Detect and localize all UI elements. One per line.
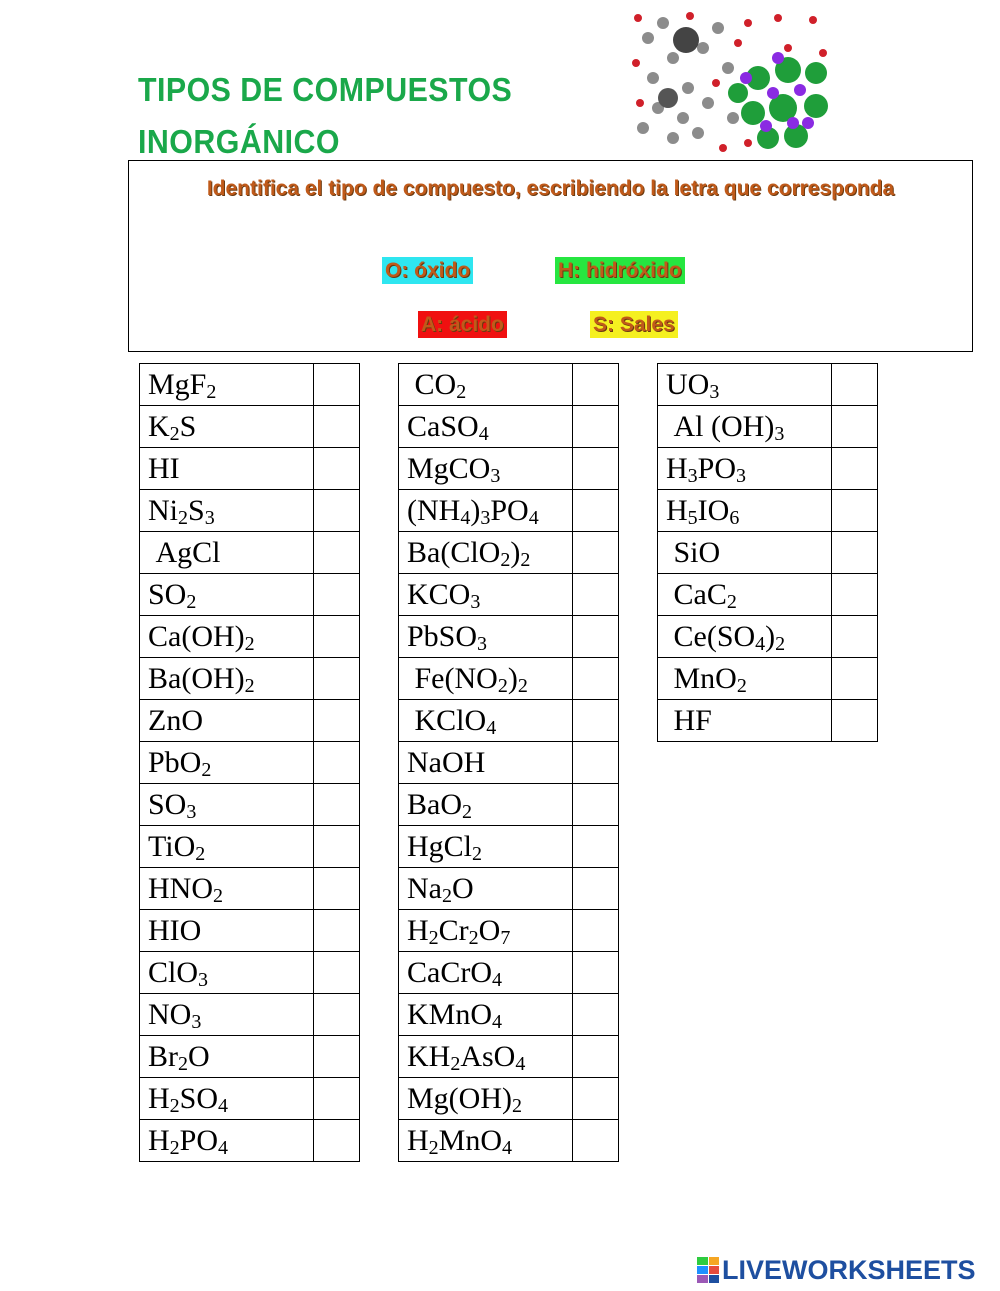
table-row: [399, 616, 619, 658]
answer-input-cell[interactable]: [314, 868, 360, 910]
compound-formula: CaCrO$_4$: [399, 952, 573, 994]
table-row: [140, 574, 360, 616]
key-hidroxido: H: hidróxido: [555, 257, 685, 284]
compound-formula: $Ni_2S_3$: [140, 490, 314, 532]
compound-formula: PbO$_2$: [140, 742, 314, 784]
table-row: [399, 490, 619, 532]
table-row: [140, 700, 360, 742]
compounds-table-1: [139, 363, 360, 1162]
title-line-2: INORGÁNICO: [138, 123, 340, 160]
table-row: [399, 742, 619, 784]
answer-input-cell[interactable]: [314, 616, 360, 658]
compound-formula: CaSO$_4$: [399, 406, 573, 448]
atom-red: [719, 144, 727, 152]
atom-red: [809, 16, 817, 24]
atom-grey: [692, 127, 704, 139]
compound-formula: MnO$_2$: [658, 658, 832, 700]
instructions-box: [128, 160, 973, 352]
table-row: [658, 574, 878, 616]
atom-red: [744, 139, 752, 147]
table-row: [399, 658, 619, 700]
answer-input-cell[interactable]: [573, 406, 619, 448]
table-row: [140, 784, 360, 826]
answer-input-cell[interactable]: [573, 868, 619, 910]
table-row: [399, 406, 619, 448]
answer-input-cell[interactable]: [314, 448, 360, 490]
liveworksheets-logo-icon: [697, 1257, 719, 1283]
brand-text: LIVEWORKSHEETS: [722, 1254, 976, 1285]
compound-formula: $H_3PO_3$: [658, 448, 832, 490]
table-row: [399, 868, 619, 910]
answer-input-cell[interactable]: [573, 1120, 619, 1162]
compound-formula: MgF$_2$: [140, 364, 314, 406]
compound-formula: $Ba(OH)_2$: [140, 658, 314, 700]
answer-input-cell[interactable]: [573, 700, 619, 742]
compound-formula: CaC$_2$: [658, 574, 832, 616]
compound-formula: $Fe(NO_2)_2$: [399, 658, 573, 700]
answer-input-cell[interactable]: [832, 616, 878, 658]
answer-input-cell[interactable]: [314, 1120, 360, 1162]
answer-input-cell[interactable]: [573, 784, 619, 826]
instruction-text: Identifica el tipo de compuesto, escribiendo la letra que corresponda: [206, 177, 895, 200]
compound-formula: $H_2PO_4$: [140, 1120, 314, 1162]
compound-formula: $H_2SO_4$: [140, 1078, 314, 1120]
compound-formula: HI: [140, 448, 314, 490]
answer-input-cell[interactable]: [832, 658, 878, 700]
compound-formula: $CO_2$: [399, 364, 573, 406]
table-row: [399, 364, 619, 406]
table-row: [658, 658, 878, 700]
atom-grey: [712, 22, 724, 34]
table-row: [140, 364, 360, 406]
key-acido: A: ácido: [418, 311, 507, 338]
compound-formula: $K_2S$: [140, 406, 314, 448]
compounds-table-3: [657, 363, 878, 742]
atom-grey: [667, 52, 679, 64]
answer-input-cell[interactable]: [314, 364, 360, 406]
atom-grey: [682, 82, 694, 94]
atom-grey: [722, 62, 734, 74]
atom-red: [744, 19, 752, 27]
compound-formula: $Ce(SO_4)_2$: [658, 616, 832, 658]
answer-input-cell[interactable]: [832, 364, 878, 406]
compound-formula: $NO_3$: [140, 994, 314, 1036]
table-row: [399, 826, 619, 868]
table-row: [140, 490, 360, 532]
compound-formula: HF: [658, 700, 832, 742]
answer-input-cell[interactable]: [573, 574, 619, 616]
compound-formula: SiO: [658, 532, 832, 574]
table-row: [399, 1078, 619, 1120]
atom-green: [728, 83, 748, 103]
answer-input-cell[interactable]: [314, 952, 360, 994]
compound-formula: HgCl$_2$: [399, 826, 573, 868]
compound-formula: $SO_2$: [140, 574, 314, 616]
table-row: [140, 1078, 360, 1120]
atom-dark: [673, 27, 699, 53]
compound-formula: BaO$_2$: [399, 784, 573, 826]
table-row: [399, 784, 619, 826]
answer-input-cell[interactable]: [314, 658, 360, 700]
answer-input-cell[interactable]: [573, 1036, 619, 1078]
table-row: [658, 532, 878, 574]
atom-green: [741, 101, 765, 125]
atom-grey: [657, 17, 669, 29]
atom-red: [734, 39, 742, 47]
compound-formula: AgCl: [140, 532, 314, 574]
table-row: [399, 1036, 619, 1078]
compound-formula: $(NH_4)_3PO_4$: [399, 490, 573, 532]
table-row: [399, 952, 619, 994]
answer-input-cell[interactable]: [832, 532, 878, 574]
compound-formula: $KH_2AsO_4$: [399, 1036, 573, 1078]
atom-purple: [740, 72, 752, 84]
compound-formula: $H_2MnO_4$: [399, 1120, 573, 1162]
key-oxido: O: óxido: [382, 257, 473, 284]
atom-purple: [794, 84, 806, 96]
compound-formula: ZnO: [140, 700, 314, 742]
atom-purple: [787, 117, 799, 129]
atom-red: [712, 79, 720, 87]
atom-purple: [772, 52, 784, 64]
compound-formula: KClO$_4$: [399, 700, 573, 742]
compound-formula: $UO_3$: [658, 364, 832, 406]
atom-grey: [727, 112, 739, 124]
compound-formula: $Ca(OH)_2$: [140, 616, 314, 658]
answer-input-cell[interactable]: [573, 448, 619, 490]
answer-input-cell[interactable]: [314, 910, 360, 952]
compound-formula: $H_2Cr_2O_7$: [399, 910, 573, 952]
atom-purple: [802, 117, 814, 129]
answer-input-cell[interactable]: [573, 616, 619, 658]
atom-green: [805, 62, 827, 84]
liveworksheets-brand: [697, 1254, 976, 1286]
answer-input-cell[interactable]: [573, 1078, 619, 1120]
answer-input-cell[interactable]: [832, 406, 878, 448]
compound-formula: $Mg(OH)_2$: [399, 1078, 573, 1120]
table-row: [399, 700, 619, 742]
compound-formula: $Ba(ClO_2)_2$: [399, 532, 573, 574]
compound-formula: TiO$_2$: [140, 826, 314, 868]
compound-formula: $Br_2O$: [140, 1036, 314, 1078]
atom-grey: [642, 32, 654, 44]
atom-green: [804, 94, 828, 118]
compound-formula: PbSO$_3$: [399, 616, 573, 658]
table-row: [399, 910, 619, 952]
compound-formula: $Na_2O$: [399, 868, 573, 910]
answer-input-cell[interactable]: [314, 994, 360, 1036]
answer-input-cell[interactable]: [573, 826, 619, 868]
compound-formula: NaOH: [399, 742, 573, 784]
answer-input-cell[interactable]: [573, 994, 619, 1036]
compound-formula: MgCO$_3$: [399, 448, 573, 490]
atom-grey: [637, 122, 649, 134]
table-row: [399, 994, 619, 1036]
answer-input-cell[interactable]: [314, 826, 360, 868]
compounds-table-2: [398, 363, 619, 1162]
answer-input-cell[interactable]: [832, 490, 878, 532]
atom-grey: [702, 97, 714, 109]
compound-formula: Al $(OH)_3$: [658, 406, 832, 448]
table-row: [399, 1120, 619, 1162]
atom-red: [686, 12, 694, 20]
compound-formula: $KCO_3$: [399, 574, 573, 616]
answer-input-cell[interactable]: [314, 490, 360, 532]
key-sales: S: Sales: [590, 311, 678, 338]
atom-grey: [677, 112, 689, 124]
atom-red: [636, 99, 644, 107]
table-row: [140, 742, 360, 784]
answer-input-cell[interactable]: [573, 364, 619, 406]
answer-input-cell[interactable]: [573, 532, 619, 574]
table-row: [140, 616, 360, 658]
answer-input-cell[interactable]: [573, 658, 619, 700]
atom-red: [774, 14, 782, 22]
table-row: [140, 532, 360, 574]
table-row: [399, 448, 619, 490]
table-row: [658, 616, 878, 658]
compound-formula: HIO: [140, 910, 314, 952]
table-row: [658, 406, 878, 448]
title-line-1: TIPOS DE COMPUESTOS: [138, 71, 513, 108]
compound-formula: KMnO$_4$: [399, 994, 573, 1036]
table-row: [140, 952, 360, 994]
atom-purple: [767, 87, 779, 99]
answer-input-cell[interactable]: [314, 406, 360, 448]
table-row: [399, 532, 619, 574]
table-row: [140, 1036, 360, 1078]
atom-red: [632, 59, 640, 67]
answer-input-cell[interactable]: [314, 742, 360, 784]
answer-input-cell[interactable]: [832, 700, 878, 742]
atom-red: [784, 44, 792, 52]
table-row: [140, 1120, 360, 1162]
answer-input-cell[interactable]: [573, 910, 619, 952]
atom-grey: [697, 42, 709, 54]
compound-formula: $HNO_2$: [140, 868, 314, 910]
atom-grey: [667, 132, 679, 144]
atom-red: [634, 14, 642, 22]
answer-input-cell[interactable]: [832, 574, 878, 616]
atom-grey: [647, 72, 659, 84]
answer-input-cell[interactable]: [573, 742, 619, 784]
atom-purple: [760, 120, 772, 132]
answer-input-cell[interactable]: [314, 784, 360, 826]
answer-input-cell[interactable]: [573, 952, 619, 994]
atom-dark: [658, 88, 678, 108]
molecular-structure-image: [628, 8, 833, 153]
table-row: [658, 364, 878, 406]
compound-formula: $H_5IO_6$: [658, 490, 832, 532]
table-row: [140, 658, 360, 700]
compound-formula: ClO$_3$: [140, 952, 314, 994]
table-row: [658, 448, 878, 490]
table-row: [140, 826, 360, 868]
answer-input-cell[interactable]: [314, 700, 360, 742]
table-row: [140, 910, 360, 952]
answer-input-cell[interactable]: [832, 448, 878, 490]
answer-input-cell[interactable]: [314, 1078, 360, 1120]
answer-input-cell[interactable]: [314, 1036, 360, 1078]
table-row: [140, 406, 360, 448]
table-row: [658, 490, 878, 532]
table-row: [399, 574, 619, 616]
table-row: [140, 448, 360, 490]
table-row: [140, 868, 360, 910]
table-row: [140, 994, 360, 1036]
answer-input-cell[interactable]: [314, 574, 360, 616]
answer-input-cell[interactable]: [573, 490, 619, 532]
worksheet-title: [138, 64, 580, 168]
answer-input-cell[interactable]: [314, 532, 360, 574]
table-row: [658, 700, 878, 742]
atom-red: [819, 49, 827, 57]
compound-formula: $SO_3$: [140, 784, 314, 826]
